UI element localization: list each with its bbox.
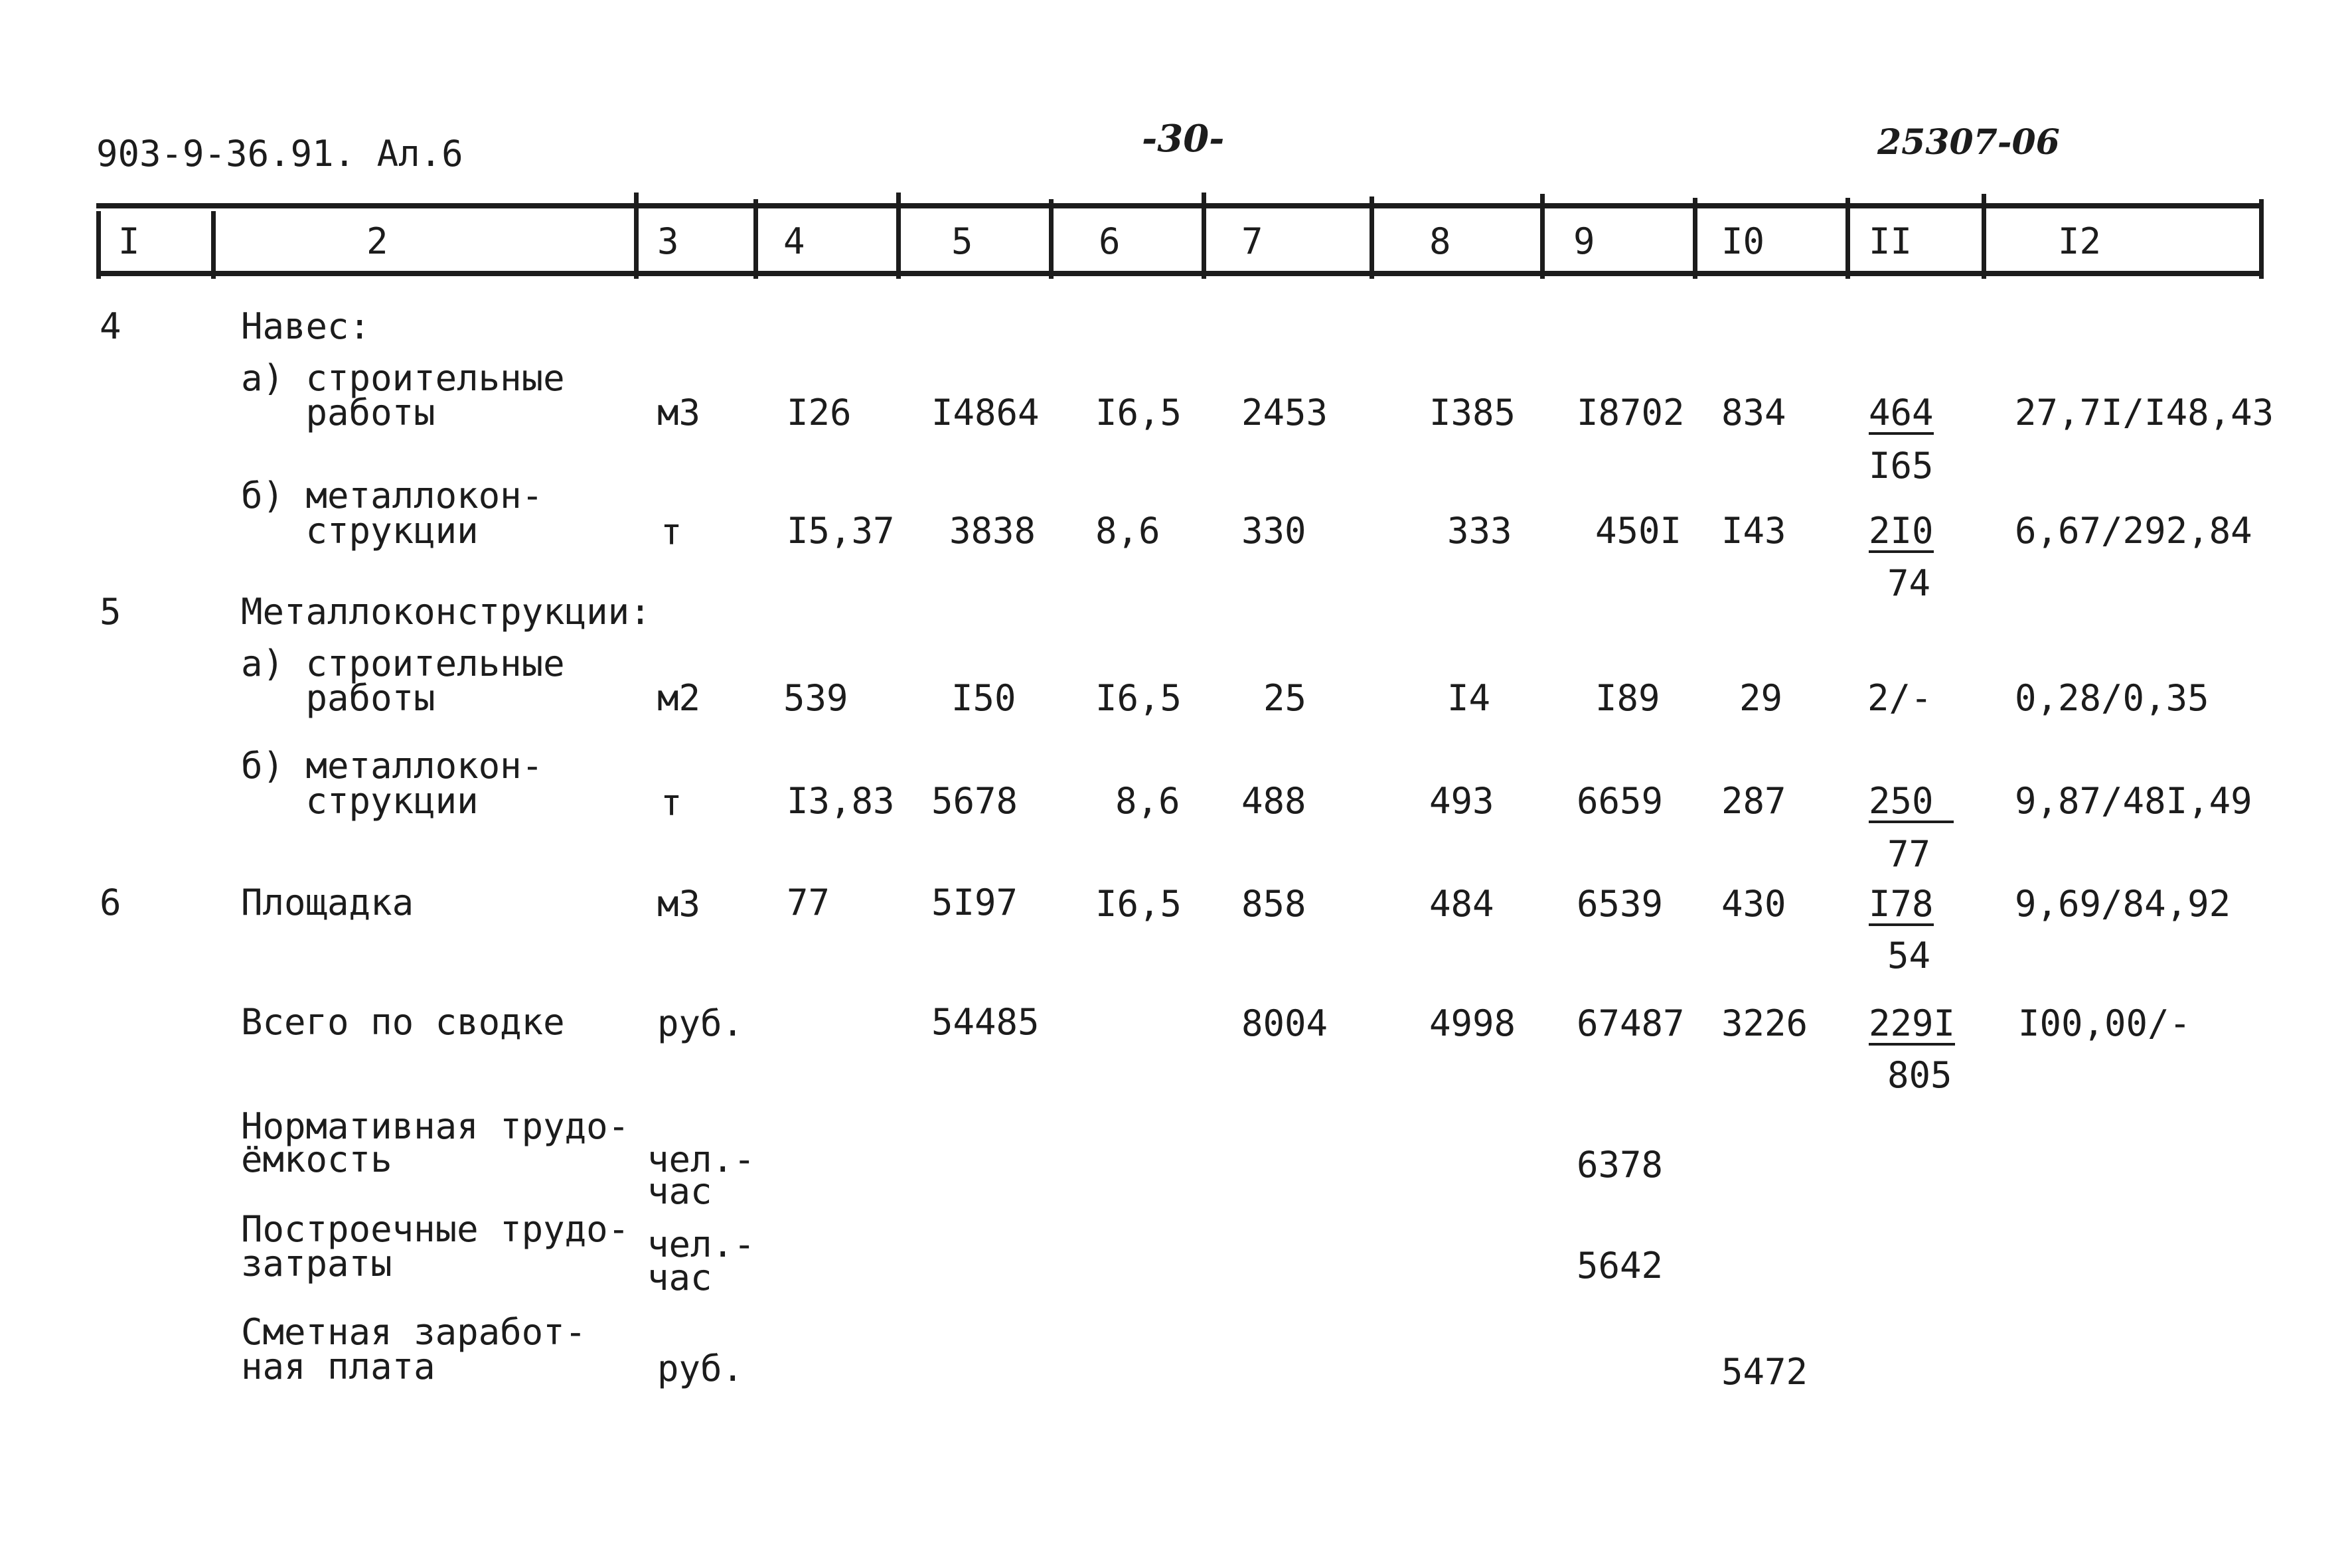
extra-value: 5472 [1721, 1351, 1808, 1393]
extra-label: Сметная заработ- [241, 1311, 587, 1353]
extra-label: ёмкость [241, 1138, 392, 1180]
cell-c8: 4998 [1429, 1002, 1516, 1044]
cell-c9: 6539 [1577, 883, 1664, 925]
subrow-label: б) металлокон- [241, 475, 544, 516]
cell-c8: 493 [1429, 780, 1494, 822]
cell-c5: I4864 [931, 392, 1040, 433]
cell-c7: 2453 [1241, 392, 1328, 433]
unit: руб. [657, 1002, 744, 1044]
extra-unit: руб. [657, 1348, 744, 1389]
cell-c7: 858 [1241, 883, 1306, 925]
extra-unit: час [647, 1170, 712, 1212]
cell-c5: 54485 [931, 1001, 1040, 1043]
col-header: 4 [783, 220, 805, 262]
col-header: 6 [1099, 220, 1121, 262]
cell-c4: I5,37 [787, 510, 895, 552]
cell-c9: I89 [1595, 677, 1660, 719]
extra-unit: чел.- [647, 1138, 755, 1180]
unit: м3 [657, 392, 701, 433]
subrow-label: струкции [241, 780, 479, 822]
cell-c9: 6659 [1577, 780, 1664, 822]
row-title: Навес: [241, 305, 371, 347]
cell-c9: 67487 [1577, 1002, 1685, 1044]
subrow-label: работы [241, 677, 435, 719]
cell-c10: 29 [1739, 677, 1783, 719]
col-header: I [118, 220, 140, 262]
col-header: I2 [2058, 220, 2102, 262]
cell-c6: I6,5 [1095, 677, 1182, 719]
extra-label: ная плата [241, 1346, 435, 1387]
cell-c4: 77 [787, 882, 830, 923]
cell-c11-top: 2/- [1867, 677, 1932, 719]
cell-c5: 5678 [931, 780, 1018, 822]
unit: т [661, 511, 682, 553]
cell-c11-top: 229I [1869, 1002, 1956, 1044]
extra-label: Построечные трудо- [241, 1208, 630, 1250]
col-header: 2 [366, 220, 388, 262]
col-header: 3 [657, 220, 679, 262]
cell-c12: 27,7I/I48,43 [2015, 392, 2274, 433]
cell-c9: I8702 [1577, 392, 1685, 433]
row-title: Площадка [241, 882, 414, 923]
extra-label: затраты [241, 1243, 392, 1285]
subrow-label: а) строительные [241, 357, 565, 399]
cell-c11-bottom: 805 [1887, 1054, 1952, 1096]
col-divider [896, 193, 901, 279]
cell-c12: I00,00/- [2018, 1002, 2191, 1044]
col-divider [753, 199, 758, 279]
total-label: Всего по сводке [241, 1001, 565, 1043]
document-code: 903-9-36.91. Ал.6 [96, 133, 463, 175]
extra-value: 6378 [1577, 1144, 1664, 1186]
cell-c9: 450I [1595, 510, 1682, 552]
col-header: 9 [1573, 220, 1595, 262]
col-divider [1202, 193, 1206, 279]
cell-c4: I26 [787, 392, 852, 433]
cell-c7: 330 [1241, 510, 1306, 552]
col-header: 5 [951, 220, 973, 262]
cell-c10: 834 [1721, 392, 1786, 433]
col-divider [1049, 199, 1054, 279]
row-number: 4 [100, 305, 121, 347]
cell-c12: 6,67/292,84 [2015, 510, 2252, 552]
row-title: Металлоконструкции: [241, 591, 651, 633]
unit: м2 [657, 677, 701, 719]
cell-c12: 9,69/84,92 [2015, 883, 2231, 925]
col-divider [96, 211, 101, 279]
cell-c8: I4 [1447, 677, 1491, 719]
unit: м3 [657, 883, 701, 925]
cell-c11-bottom: 74 [1887, 562, 1931, 604]
page-number: -30- [1142, 117, 1225, 161]
row-number: 6 [100, 882, 121, 923]
cell-c7: 488 [1241, 780, 1306, 822]
cell-c8: I385 [1429, 392, 1516, 433]
cell-c11-top: 2I0 [1869, 510, 1934, 552]
cell-c8: 484 [1429, 883, 1494, 925]
cell-c11-top: 464 [1869, 392, 1934, 433]
extra-label: Нормативная трудо- [241, 1105, 630, 1147]
cell-c10: 3226 [1721, 1002, 1808, 1044]
col-divider [1982, 194, 1986, 279]
cell-c7: 8004 [1241, 1002, 1328, 1044]
cell-c6: I6,5 [1095, 392, 1182, 433]
cell-c5: 5I97 [931, 882, 1018, 923]
subrow-label: струкции [241, 510, 479, 552]
cell-c11-bottom: 77 [1887, 833, 1931, 875]
extra-value: 5642 [1577, 1245, 1664, 1287]
col-divider [1370, 196, 1374, 279]
cell-c10: 287 [1721, 780, 1786, 822]
header-bottom-rule [96, 271, 2264, 276]
cell-c11-top: 250 [1869, 783, 1954, 823]
header-top-rule [96, 203, 2264, 208]
col-divider [1693, 198, 1697, 279]
document-stamp: 25307-06 [1877, 122, 2060, 163]
col-header: 8 [1429, 220, 1451, 262]
cell-c10: I43 [1721, 510, 1786, 552]
extra-unit: час [647, 1257, 712, 1298]
col-header: 7 [1241, 220, 1263, 262]
cell-c6: 8,6 [1095, 510, 1160, 552]
cell-c12: 9,87/48I,49 [2015, 780, 2252, 822]
cell-c11-top: I78 [1869, 883, 1934, 925]
cell-c8: 333 [1447, 510, 1512, 552]
extra-unit: чел.- [647, 1223, 755, 1265]
cell-c4: I3,83 [787, 780, 895, 822]
col-divider [1845, 198, 1850, 279]
cell-c6: I6,5 [1095, 883, 1182, 925]
col-divider [211, 211, 216, 279]
row-number: 5 [100, 591, 121, 633]
cell-c12: 0,28/0,35 [2015, 677, 2209, 719]
unit: т [661, 782, 682, 824]
cell-c11-bottom: I65 [1869, 445, 1934, 487]
subrow-label: а) строительные [241, 643, 565, 684]
subrow-label: работы [241, 392, 435, 433]
cell-c4: 539 [783, 677, 848, 719]
cell-c11-bottom: 54 [1887, 935, 1931, 977]
cell-c6: 8,6 [1115, 780, 1180, 822]
subrow-label: б) металлокон- [241, 745, 544, 787]
col-header: I0 [1721, 220, 1765, 262]
col-divider [634, 193, 639, 279]
col-divider [1540, 194, 1545, 279]
col-divider [2259, 199, 2264, 279]
cell-c7: 25 [1263, 677, 1307, 719]
col-header: II [1869, 220, 1913, 262]
cell-c5: 3838 [949, 510, 1036, 552]
cell-c10: 430 [1721, 883, 1786, 925]
cell-c5: I50 [951, 677, 1016, 719]
